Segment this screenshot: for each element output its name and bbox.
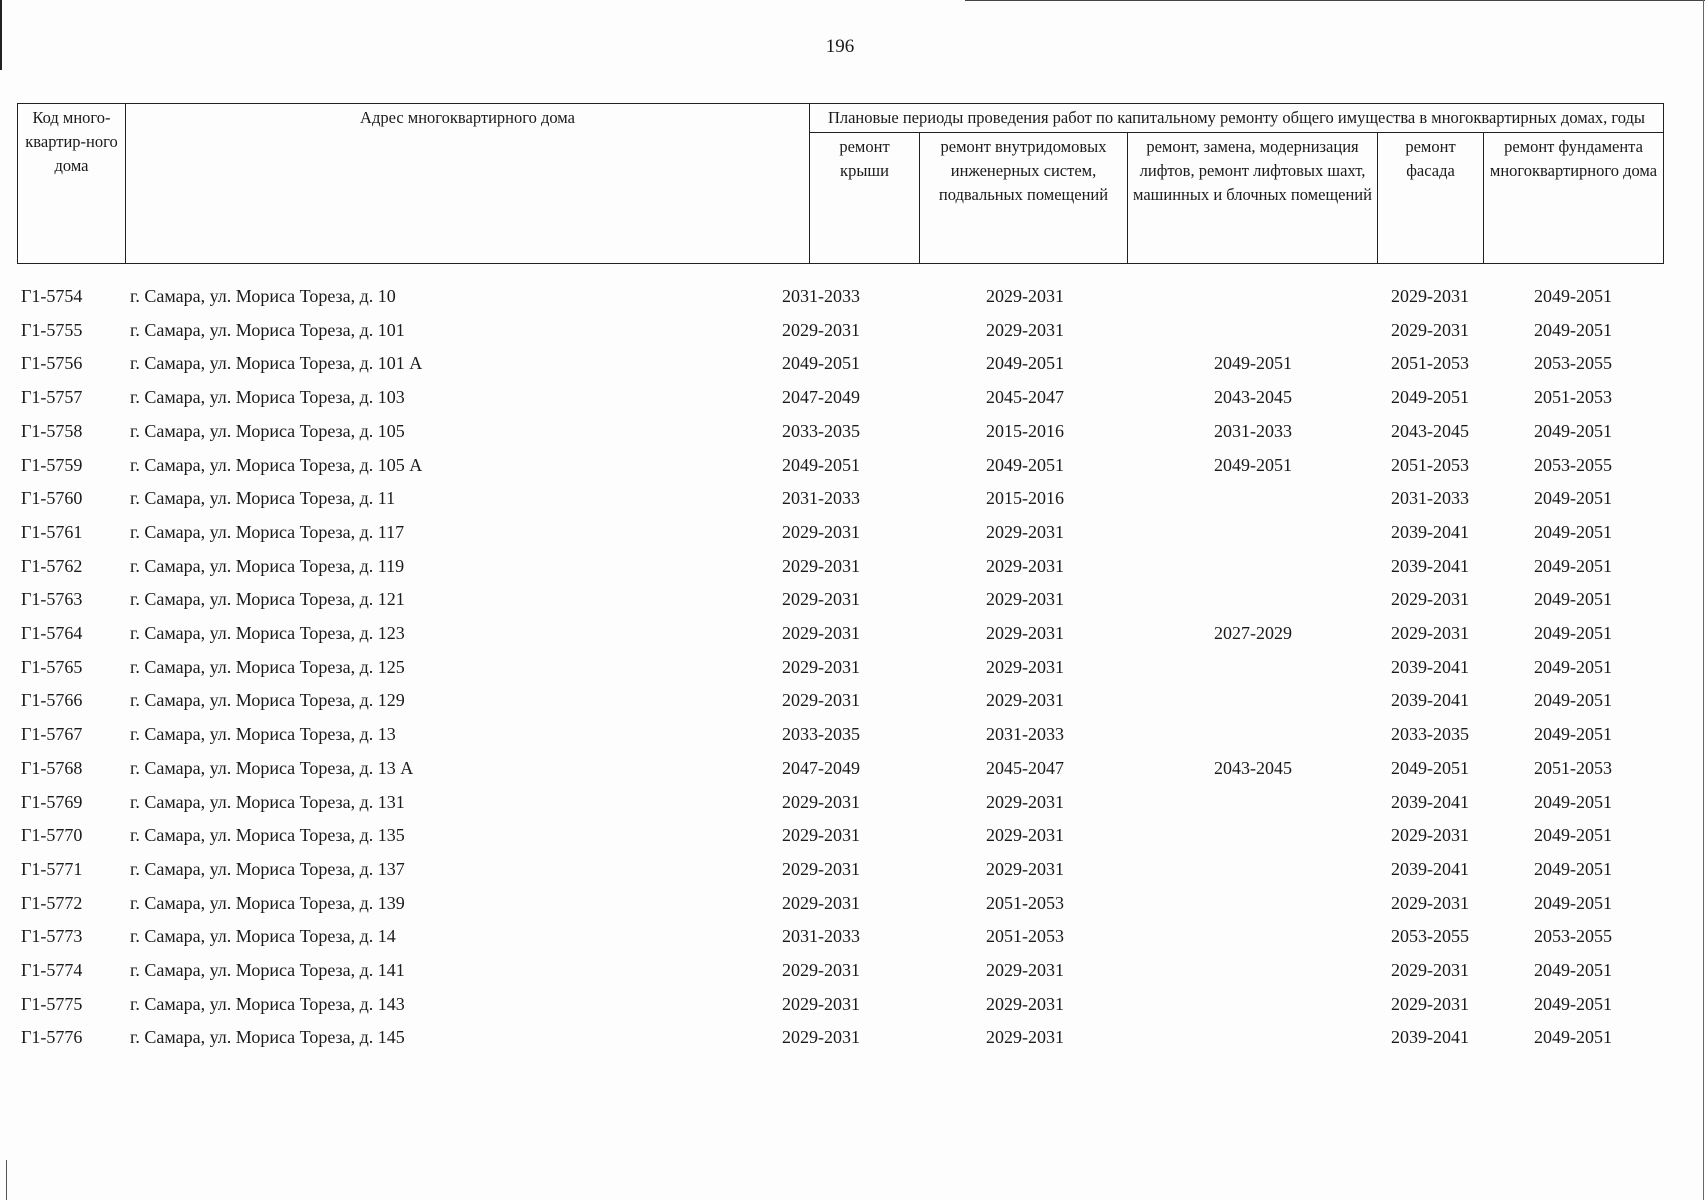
header-lifts: ремонт, замена, модернизация лифтов, ремонт лифтовых шахт, машинных и блочных помещений	[1128, 133, 1378, 264]
table-row	[17, 621, 1667, 655]
row-facade-period: 2029-2031	[1391, 892, 1469, 913]
row-facade-period: 2049-2051	[1391, 757, 1469, 778]
row-facade-period: 2039-2041	[1391, 858, 1469, 879]
row-facade-period: 2029-2031	[1391, 286, 1469, 306]
table-row	[17, 351, 1667, 385]
row-facade-period: 2033-2035	[1391, 724, 1469, 745]
header-address: Адрес многоквартирного дома	[126, 104, 810, 264]
scan-edge-line	[965, 0, 1705, 1]
table-header	[17, 103, 1664, 264]
table-row	[17, 722, 1667, 756]
row-foundation-period: 2049-2051	[1534, 555, 1612, 576]
row-address: г. Самара, ул. Мориса Тореза, д. 10	[130, 286, 396, 306]
row-foundation-period: 2049-2051	[1534, 521, 1612, 542]
row-facade-period: 2029-2031	[1391, 589, 1469, 610]
row-engineering-period: 2015-2016	[986, 488, 1064, 509]
row-address: г. Самара, ул. Мориса Тореза, д. 117	[130, 521, 405, 542]
row-foundation-period: 2049-2051	[1534, 319, 1612, 340]
row-code: Г1-5769	[21, 791, 83, 812]
row-code: Г1-5759	[21, 454, 83, 475]
row-engineering-period: 2029-2031	[986, 521, 1064, 542]
row-engineering-period: 2051-2053	[986, 892, 1064, 913]
row-facade-period: 2029-2031	[1391, 319, 1469, 340]
table-row	[17, 318, 1667, 352]
row-engineering-period: 2031-2033	[986, 724, 1064, 745]
row-code: Г1-5767	[21, 724, 83, 745]
row-code: Г1-5765	[21, 656, 83, 677]
row-facade-period: 2029-2031	[1391, 623, 1469, 643]
row-code: Г1-5761	[21, 521, 83, 542]
page-number: 196	[825, 36, 855, 57]
table-row	[17, 790, 1667, 824]
row-code: Г1-5772	[21, 892, 83, 913]
row-code: Г1-5762	[21, 555, 83, 576]
row-address: г. Самара, ул. Мориса Тореза, д. 11	[130, 488, 396, 509]
row-roof-period: 2047-2049	[782, 387, 860, 408]
row-engineering-period: 2029-2031	[986, 623, 1064, 643]
row-roof-period: 2029-2031	[782, 690, 860, 711]
row-engineering-period: 2029-2031	[986, 286, 1064, 306]
row-lifts-period: 2031-2033	[1214, 420, 1292, 441]
row-engineering-period: 2029-2031	[986, 555, 1064, 576]
row-code: Г1-5757	[21, 387, 83, 408]
row-engineering-period: 2029-2031	[986, 690, 1064, 711]
row-code: Г1-5775	[21, 993, 83, 1014]
row-address: г. Самара, ул. Мориса Тореза, д. 119	[130, 555, 405, 576]
row-foundation-period: 2049-2051	[1534, 1027, 1612, 1048]
row-facade-period: 2039-2041	[1391, 656, 1469, 677]
row-roof-period: 2029-2031	[782, 791, 860, 812]
row-address: г. Самара, ул. Мориса Тореза, д. 141	[130, 960, 405, 980]
row-code: Г1-5768	[21, 757, 83, 778]
row-engineering-period: 2029-2031	[986, 1027, 1064, 1048]
row-roof-period: 2029-2031	[782, 555, 860, 576]
row-code: Г1-5756	[21, 353, 83, 374]
row-facade-period: 2029-2031	[1391, 825, 1469, 846]
table-row	[17, 284, 1667, 318]
table-row	[17, 823, 1667, 857]
row-facade-period: 2051-2053	[1391, 454, 1469, 475]
table-row	[17, 1025, 1667, 1059]
row-code: Г1-5755	[21, 319, 83, 340]
row-lifts-period: 2049-2051	[1214, 353, 1292, 374]
row-roof-period: 2031-2033	[782, 926, 860, 947]
row-lifts-period: 2027-2029	[1214, 623, 1292, 643]
row-facade-period: 2039-2041	[1391, 555, 1469, 576]
row-roof-period: 2049-2051	[782, 454, 860, 475]
row-foundation-period: 2049-2051	[1534, 791, 1612, 812]
row-roof-period: 2029-2031	[782, 858, 860, 879]
row-engineering-period: 2029-2031	[986, 791, 1064, 812]
row-facade-period: 2039-2041	[1391, 791, 1469, 812]
row-address: г. Самара, ул. Мориса Тореза, д. 121	[130, 589, 405, 610]
row-code: Г1-5764	[21, 623, 83, 643]
row-roof-period: 2031-2033	[782, 488, 860, 509]
row-address: г. Самара, ул. Мориса Тореза, д. 101 А	[130, 353, 423, 374]
table-row	[17, 992, 1667, 1026]
header-roof: ремонт крыши	[810, 133, 920, 264]
row-foundation-period: 2049-2051	[1534, 690, 1612, 711]
header-code: Код много-квартир-ного дома	[18, 104, 126, 264]
row-code: Г1-5758	[21, 420, 83, 441]
row-facade-period: 2039-2041	[1391, 690, 1469, 711]
row-facade-period: 2039-2041	[1391, 521, 1469, 542]
row-roof-period: 2033-2035	[782, 724, 860, 745]
row-foundation-period: 2049-2051	[1534, 993, 1612, 1014]
header-foundation: ремонт фундамента многоквартирного дома	[1484, 133, 1664, 264]
row-address: г. Самара, ул. Мориса Тореза, д. 139	[130, 892, 405, 913]
row-roof-period: 2049-2051	[782, 353, 860, 374]
table-row	[17, 419, 1667, 453]
row-address: г. Самара, ул. Мориса Тореза, д. 125	[130, 656, 405, 677]
table-row	[17, 655, 1667, 689]
table-row	[17, 486, 1667, 520]
scan-edge-line	[1703, 0, 1704, 1200]
row-lifts-period: 2049-2051	[1214, 454, 1292, 475]
table-row	[17, 385, 1667, 419]
row-code: Г1-5754	[21, 286, 83, 306]
row-facade-period: 2029-2031	[1391, 993, 1469, 1014]
row-engineering-period: 2029-2031	[986, 825, 1064, 846]
scan-edge-line	[6, 1160, 7, 1200]
row-code: Г1-5776	[21, 1027, 83, 1048]
row-code: Г1-5766	[21, 690, 83, 711]
row-engineering-period: 2029-2031	[986, 656, 1064, 677]
row-engineering-period: 2049-2051	[986, 454, 1064, 475]
row-code: Г1-5774	[21, 960, 83, 980]
row-facade-period: 2031-2033	[1391, 488, 1469, 509]
table-row	[17, 688, 1667, 722]
scan-edge-line	[0, 0, 2, 70]
table-row	[17, 891, 1667, 925]
row-roof-period: 2047-2049	[782, 757, 860, 778]
row-roof-period: 2033-2035	[782, 420, 860, 441]
row-address: г. Самара, ул. Мориса Тореза, д. 105 А	[130, 454, 423, 475]
row-roof-period: 2029-2031	[782, 892, 860, 913]
row-roof-period: 2029-2031	[782, 623, 860, 643]
row-roof-period: 2031-2033	[782, 286, 860, 306]
row-engineering-period: 2029-2031	[986, 589, 1064, 610]
row-engineering-period: 2029-2031	[986, 858, 1064, 879]
row-engineering-period: 2045-2047	[986, 757, 1064, 778]
row-address: г. Самара, ул. Мориса Тореза, д. 143	[130, 993, 405, 1014]
row-engineering-period: 2049-2051	[986, 353, 1064, 374]
row-address: г. Самара, ул. Мориса Тореза, д. 13	[130, 724, 396, 745]
row-foundation-period: 2049-2051	[1534, 589, 1612, 610]
row-facade-period: 2051-2053	[1391, 353, 1469, 374]
table-row	[17, 453, 1667, 487]
row-roof-period: 2029-2031	[782, 589, 860, 610]
table-row	[17, 756, 1667, 790]
row-foundation-period: 2049-2051	[1534, 892, 1612, 913]
row-roof-period: 2029-2031	[782, 825, 860, 846]
table-row	[17, 958, 1667, 992]
row-address: г. Самара, ул. Мориса Тореза, д. 13 А	[130, 757, 414, 778]
row-address: г. Самара, ул. Мориса Тореза, д. 105	[130, 420, 405, 441]
row-engineering-period: 2029-2031	[986, 960, 1064, 980]
row-address: г. Самара, ул. Мориса Тореза, д. 137	[130, 858, 405, 879]
row-roof-period: 2029-2031	[782, 319, 860, 340]
row-engineering-period: 2029-2031	[986, 993, 1064, 1014]
row-code: Г1-5773	[21, 926, 83, 947]
row-foundation-period: 2049-2051	[1534, 724, 1612, 745]
row-foundation-period: 2049-2051	[1534, 825, 1612, 846]
header-engineering: ремонт внутридомовых инженерных систем, подвальных помещений	[920, 133, 1128, 264]
row-foundation-period: 2053-2055	[1534, 926, 1612, 947]
row-engineering-period: 2051-2053	[986, 926, 1064, 947]
table-row	[17, 587, 1667, 621]
row-address: г. Самара, ул. Мориса Тореза, д. 14	[130, 926, 396, 947]
row-address: г. Самара, ул. Мориса Тореза, д. 145	[130, 1027, 405, 1048]
row-address: г. Самара, ул. Мориса Тореза, д. 101	[130, 319, 405, 340]
row-foundation-period: 2053-2055	[1534, 454, 1612, 475]
row-address: г. Самара, ул. Мориса Тореза, д. 129	[130, 690, 405, 711]
row-engineering-period: 2029-2031	[986, 319, 1064, 340]
table-row	[17, 520, 1667, 554]
row-foundation-period: 2049-2051	[1534, 858, 1612, 879]
row-roof-period: 2029-2031	[782, 960, 860, 980]
row-roof-period: 2029-2031	[782, 993, 860, 1014]
table-row	[17, 554, 1667, 588]
row-foundation-period: 2051-2053	[1534, 757, 1612, 778]
row-engineering-period: 2045-2047	[986, 387, 1064, 408]
row-foundation-period: 2053-2055	[1534, 353, 1612, 374]
header-facade: ремонт фасада	[1378, 133, 1484, 264]
row-roof-period: 2029-2031	[782, 1027, 860, 1048]
row-code: Г1-5770	[21, 825, 83, 846]
row-facade-period: 2049-2051	[1391, 387, 1469, 408]
row-foundation-period: 2049-2051	[1534, 656, 1612, 677]
row-address: г. Самара, ул. Мориса Тореза, д. 131	[130, 791, 405, 812]
row-foundation-period: 2049-2051	[1534, 286, 1612, 306]
table-row	[17, 857, 1667, 891]
row-lifts-period: 2043-2045	[1214, 387, 1292, 408]
row-roof-period: 2029-2031	[782, 656, 860, 677]
row-engineering-period: 2015-2016	[986, 420, 1064, 441]
row-foundation-period: 2049-2051	[1534, 420, 1612, 441]
row-code: Г1-5760	[21, 488, 83, 509]
row-code: Г1-5763	[21, 589, 83, 610]
row-foundation-period: 2049-2051	[1534, 488, 1612, 509]
row-address: г. Самара, ул. Мориса Тореза, д. 103	[130, 387, 405, 408]
row-address: г. Самара, ул. Мориса Тореза, д. 135	[130, 825, 405, 846]
row-roof-period: 2029-2031	[782, 521, 860, 542]
row-facade-period: 2043-2045	[1391, 420, 1469, 441]
table-row	[17, 924, 1667, 958]
row-facade-period: 2029-2031	[1391, 960, 1469, 980]
row-address: г. Самара, ул. Мориса Тореза, д. 123	[130, 623, 405, 643]
row-lifts-period: 2043-2045	[1214, 757, 1292, 778]
header-periods: Плановые периоды проведения работ по капитальному ремонту общего имущества в многоквартирных домах, годы	[810, 104, 1664, 133]
row-foundation-period: 2051-2053	[1534, 387, 1612, 408]
row-code: Г1-5771	[21, 858, 83, 879]
row-facade-period: 2053-2055	[1391, 926, 1469, 947]
row-facade-period: 2039-2041	[1391, 1027, 1469, 1048]
row-foundation-period: 2049-2051	[1534, 960, 1612, 980]
row-foundation-period: 2049-2051	[1534, 623, 1612, 643]
